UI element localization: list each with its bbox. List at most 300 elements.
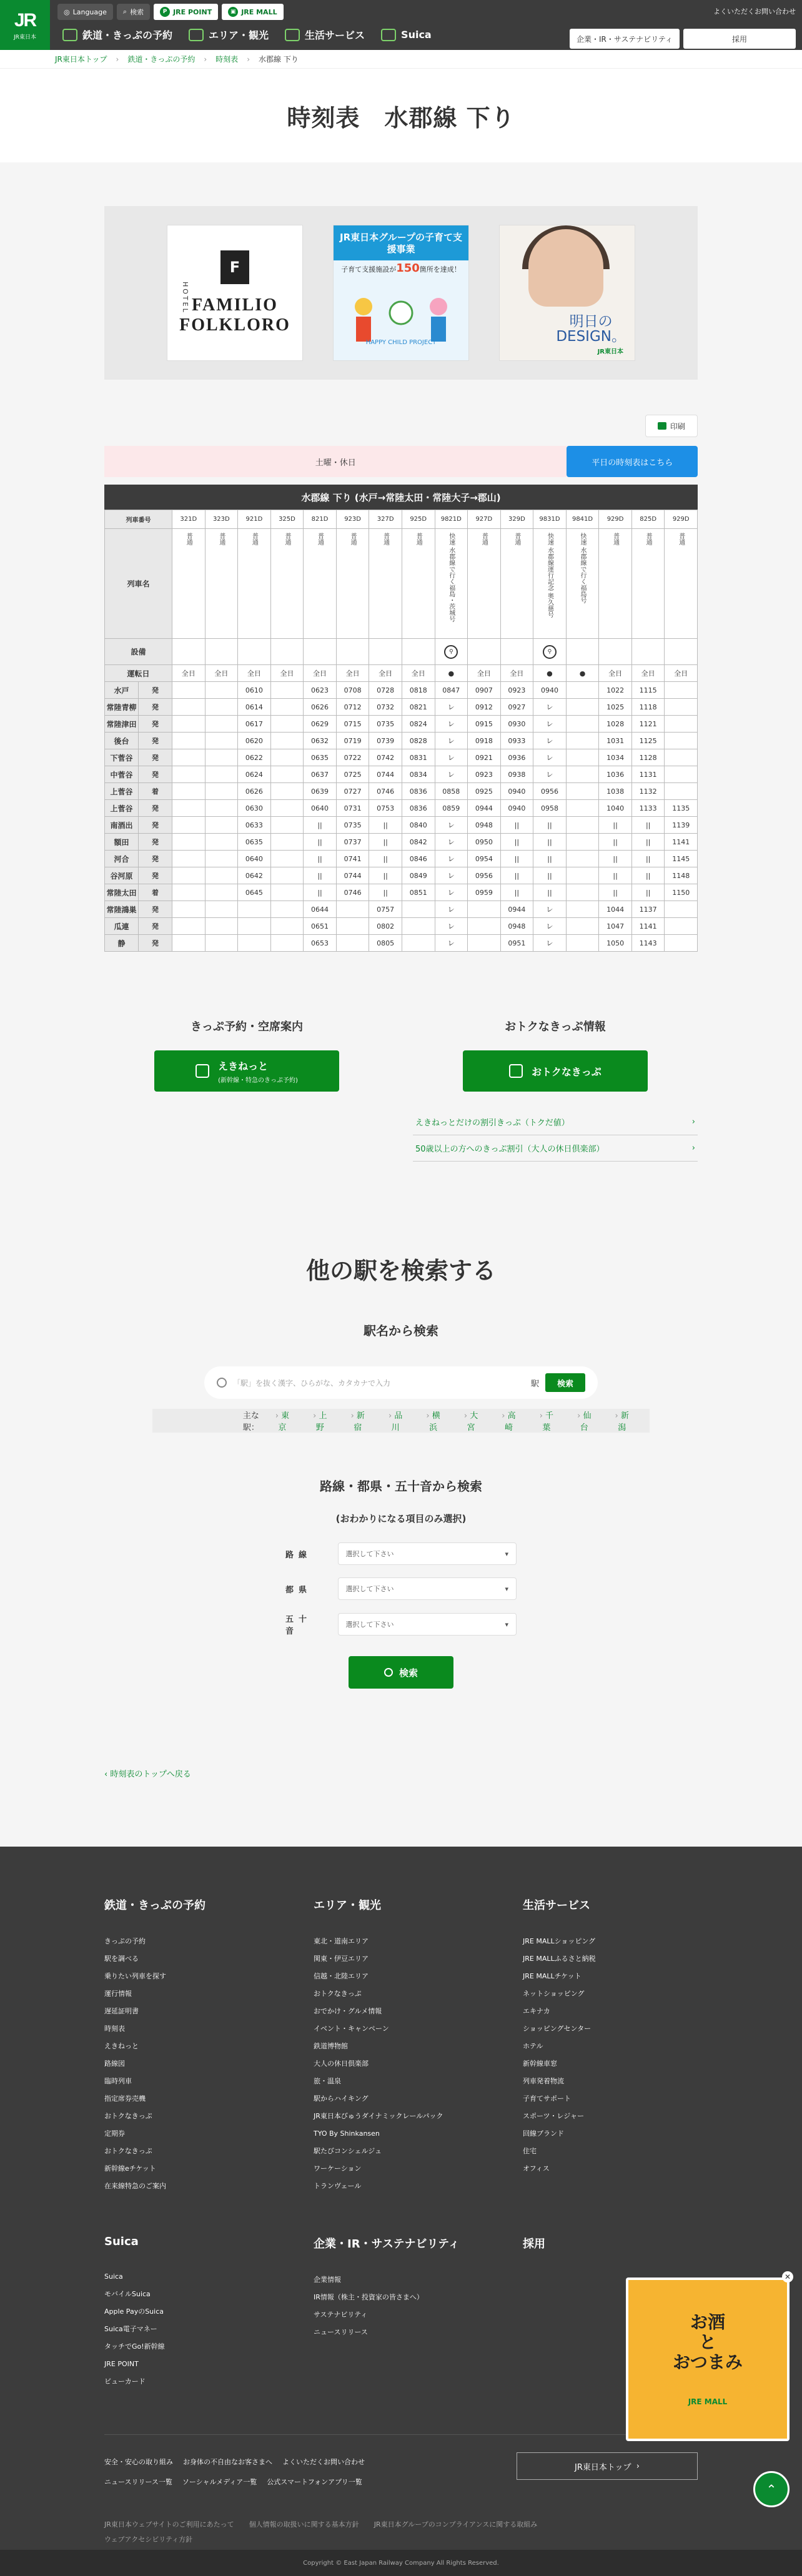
equipment-cell: [468, 639, 501, 665]
time-cell: [270, 884, 304, 901]
time-cell: [270, 817, 304, 834]
banner-title: 明日の DESIGN。: [556, 313, 626, 345]
banner-familio[interactable]: [167, 225, 303, 361]
train-number-cell[interactable]: 929D: [599, 510, 632, 529]
time-cell: [402, 918, 435, 935]
tab-holiday[interactable]: 土曜・休日: [104, 446, 567, 477]
ticket-section: [104, 1018, 698, 1162]
footer-link[interactable]: おトクなきっぷ: [104, 2112, 152, 2120]
arrow-up-icon: ⌃: [766, 2482, 777, 2497]
train-number-cell[interactable]: 927D: [468, 510, 501, 529]
footer-link[interactable]: エキナカ: [523, 2007, 550, 2015]
footer-link[interactable]: 東北・道南エリア: [314, 1937, 369, 1945]
time-cell: [205, 935, 238, 952]
time-cell: [270, 682, 304, 699]
time-cell: 0940: [533, 682, 567, 699]
time-cell: [172, 800, 205, 817]
time-cell: 1050: [599, 935, 632, 952]
footer-link[interactable]: 運行情報: [104, 1990, 132, 1998]
footer-link[interactable]: 列車発着物流: [523, 2077, 564, 2085]
time-cell: ||: [304, 867, 337, 884]
time-cell: レ: [435, 766, 468, 783]
time-cell: 0846: [402, 851, 435, 867]
major-station-link[interactable]: › 高崎: [498, 1409, 518, 1433]
train-number-cell[interactable]: 9831D: [533, 510, 567, 529]
nav-life[interactable]: [285, 27, 365, 42]
line-search-button[interactable]: 検索: [349, 1656, 453, 1689]
time-cell: ||: [304, 834, 337, 851]
footer-link[interactable]: Suica: [104, 2273, 123, 2281]
time-cell: 1025: [599, 699, 632, 716]
time-cell: 0741: [336, 851, 369, 867]
time-cell: ||: [369, 817, 402, 834]
nav-area[interactable]: [189, 27, 269, 42]
time-cell: 0626: [238, 783, 271, 800]
station-name[interactable]: 静: [105, 935, 139, 952]
footer-link[interactable]: TYO By Shinkansen: [314, 2129, 380, 2138]
logo-subtext: JR東日本: [14, 34, 36, 41]
footer-link[interactable]: モバイルSuica: [104, 2290, 151, 2298]
faq-link[interactable]: よくいただくお問い合わせ: [713, 7, 796, 16]
footer-col-area: [314, 1897, 488, 2195]
time-cell: 0842: [402, 834, 435, 851]
breadcrumb-item[interactable]: JR東日本トップ: [55, 55, 107, 64]
arr-dep-label: 発: [139, 682, 172, 699]
train-number-cell[interactable]: 9821D: [435, 510, 468, 529]
time-cell: 1036: [599, 766, 632, 783]
equipment-cell: [172, 639, 205, 665]
time-cell: レ: [435, 749, 468, 766]
footer-link[interactable]: 乗りたい列車を探す: [104, 1972, 166, 1980]
time-cell: 0915: [468, 716, 501, 733]
footer-link[interactable]: ソーシャルメディア一覧: [182, 2478, 257, 2486]
train-number-cell[interactable]: 9841D: [566, 510, 599, 529]
train-number-row: [105, 510, 698, 529]
station-name[interactable]: 南酒出: [105, 817, 139, 834]
row-header: 列車名: [105, 529, 172, 639]
footer-link[interactable]: IR情報（株主・投資家の皆さまへ）: [314, 2293, 423, 2301]
train-number-cell[interactable]: 325D: [270, 510, 304, 529]
time-cell: 1145: [665, 851, 698, 867]
time-cell: [402, 935, 435, 952]
arr-dep-label: 発: [139, 749, 172, 766]
time-cell: レ: [533, 699, 567, 716]
major-station-link[interactable]: › 新宿: [348, 1409, 368, 1433]
run-day-cell: ●: [435, 665, 468, 682]
major-station-link[interactable]: › 品川: [385, 1409, 405, 1433]
footer-link[interactable]: ショッピングセンター: [523, 2025, 592, 2033]
time-cell: 0828: [402, 733, 435, 749]
time-cell: [205, 766, 238, 783]
train-name-text: 普通: [415, 533, 422, 545]
major-stations-label: 主な駅：: [242, 1411, 259, 1433]
tab-weekday[interactable]: 平日の時刻表はこちら: [567, 446, 698, 477]
station-name-input[interactable]: 「駅」を抜く漢字、ひらがな、カタカナで入力: [233, 1378, 391, 1388]
train-number-cell[interactable]: 825D: [631, 510, 665, 529]
recruit-button[interactable]: 採用: [683, 29, 796, 49]
time-cell: [172, 749, 205, 766]
time-cell: [566, 867, 599, 884]
footer-link[interactable]: Apple PayのSuica: [104, 2307, 164, 2316]
footer-link[interactable]: ニュースリリース: [314, 2328, 368, 2336]
time-cell: 1131: [631, 766, 665, 783]
footer-link[interactable]: おでかけ・グルメ情報: [314, 2007, 382, 2015]
train-name-text: 普通: [645, 533, 652, 545]
time-cell: 0735: [336, 817, 369, 834]
footer-link[interactable]: 大人の休日倶楽部: [314, 2060, 369, 2068]
footer-link[interactable]: トランヴェール: [314, 2182, 362, 2190]
timetable-grid: [104, 510, 698, 952]
time-cell: [270, 766, 304, 783]
time-cell: 0653: [304, 935, 337, 952]
banner-childcare[interactable]: [333, 225, 469, 361]
station-row: [105, 733, 698, 749]
station-name[interactable]: 中菅谷: [105, 766, 139, 783]
footer-link[interactable]: ワーケーション: [314, 2164, 362, 2173]
time-cell: [566, 716, 599, 733]
time-cell: 0715: [336, 716, 369, 733]
time-cell: [172, 834, 205, 851]
footer-link[interactable]: タッチでGo!新幹線: [104, 2342, 165, 2351]
footer-link[interactable]: JRE MALLチケット: [523, 1972, 582, 1980]
footer-link[interactable]: 臨時列車: [104, 2077, 132, 2085]
footer-link[interactable]: Suica電子マネー: [104, 2325, 157, 2333]
time-cell: ||: [631, 817, 665, 834]
footer-link[interactable]: JR東日本びゅうダイナミックレールパック: [314, 2112, 443, 2120]
time-cell: 0930: [500, 716, 533, 733]
footer-link[interactable]: おトクなきっぷ: [314, 1990, 362, 1998]
search-icon: [384, 1668, 393, 1677]
footer-link[interactable]: 駅たびコンシェルジュ: [314, 2147, 382, 2155]
chevron-right-icon: ›: [691, 1117, 695, 1127]
station-search-button[interactable]: 検索: [545, 1373, 585, 1392]
station-name[interactable]: 額田: [105, 834, 139, 851]
jre-mall-button[interactable]: [222, 4, 283, 20]
footer-link[interactable]: スポーツ・レジャー: [523, 2112, 585, 2120]
time-cell: ||: [500, 834, 533, 851]
train-number-cell[interactable]: 925D: [402, 510, 435, 529]
time-cell: 1038: [599, 783, 632, 800]
footer-link[interactable]: お身体の不自由なお客さまへ: [183, 2458, 272, 2466]
time-cell: 1150: [665, 884, 698, 901]
time-cell: 1022: [599, 682, 632, 699]
breadcrumb-item[interactable]: 時刻表: [215, 55, 239, 64]
search-icon: [217, 1378, 227, 1388]
time-cell: 1137: [631, 901, 665, 918]
train-number-cell[interactable]: 329D: [500, 510, 533, 529]
train-number-cell[interactable]: 321D: [172, 510, 205, 529]
time-cell: 0753: [369, 800, 402, 817]
toku-link[interactable]: えきねっとだけの割引きっぷ（トクだ値） ›: [413, 1109, 698, 1135]
footer-link[interactable]: 安全・安心の取り組み: [104, 2458, 173, 2466]
run-day-cell: 全日: [369, 665, 402, 682]
footer-link[interactable]: オフィス: [523, 2164, 550, 2173]
train-number-cell[interactable]: 821D: [304, 510, 337, 529]
corp-button[interactable]: 企業・IR・サステナビリティ: [570, 29, 680, 49]
time-cell: レ: [435, 699, 468, 716]
policy-link[interactable]: JR東日本グループのコンプライアンスに関する取組み: [374, 2520, 538, 2529]
footer-link[interactable]: 旅・温泉: [314, 2077, 341, 2085]
footer-link[interactable]: おトクなきっぷ: [104, 2147, 152, 2155]
time-cell: [205, 682, 238, 699]
train-name-text: 快速 水郡線運行記念 奥久慈号: [546, 533, 553, 618]
deal-tickets-button[interactable]: おトクなきっぷ: [463, 1050, 648, 1092]
time-cell: 1139: [665, 817, 698, 834]
time-cell: [172, 783, 205, 800]
time-cell: 0712: [336, 699, 369, 716]
footer-link[interactable]: 時刻表: [104, 2025, 125, 2033]
select-label: 路線: [285, 1550, 312, 1560]
policy-link[interactable]: JR東日本ウェブサイトのご利用にあたって: [104, 2520, 234, 2529]
footer-heading[interactable]: エリア・観光: [314, 1899, 381, 1912]
time-cell: [468, 918, 501, 935]
line-select[interactable]: 選択して下さい ▾: [338, 1542, 517, 1565]
station-name[interactable]: 瓜連: [105, 918, 139, 935]
footer-link[interactable]: ホテル: [523, 2042, 543, 2050]
time-cell: ||: [533, 817, 567, 834]
time-cell: 0629: [304, 716, 337, 733]
train-name-text: 普通: [480, 533, 488, 545]
time-cell: 0851: [402, 884, 435, 901]
time-cell: [172, 817, 205, 834]
station-name[interactable]: 河合: [105, 851, 139, 867]
nav-label: エリア・観光: [209, 29, 269, 41]
train-name-cell: [172, 529, 205, 639]
run-day-cell: 全日: [270, 665, 304, 682]
footer-link[interactable]: 企業情報: [314, 2276, 341, 2284]
station-row: [105, 918, 698, 935]
footer-heading[interactable]: 採用: [523, 2238, 545, 2251]
nav-label: 生活サービス: [305, 29, 365, 41]
language-button[interactable]: [57, 4, 113, 20]
footer-link[interactable]: 新幹線車窓: [523, 2060, 557, 2068]
time-cell: [205, 901, 238, 918]
time-cell: 1135: [665, 800, 698, 817]
site-footer: [0, 1847, 802, 2576]
time-cell: ||: [369, 834, 402, 851]
time-cell: 0637: [304, 766, 337, 783]
train-number-cell[interactable]: 323D: [205, 510, 238, 529]
footer-link[interactable]: 鉄道博物館: [314, 2042, 348, 2050]
time-cell: 1141: [631, 918, 665, 935]
familio-logo-icon: F: [220, 250, 249, 284]
train-name-cell: [304, 529, 337, 639]
station-name[interactable]: 谷河原: [105, 867, 139, 884]
ekinet-button[interactable]: えきねっと (新幹線・特急のきっぷ予約): [154, 1050, 339, 1092]
footer-link[interactable]: 関東・伊豆エリア: [314, 1955, 369, 1963]
footer-link[interactable]: 回線ブランド: [523, 2129, 564, 2138]
close-icon[interactable]: ✕: [782, 2271, 793, 2282]
footer-link[interactable]: 定期券: [104, 2129, 125, 2138]
site-header: [0, 0, 802, 50]
time-cell: 0948: [500, 918, 533, 935]
train-name-text: 普通: [283, 533, 290, 545]
nav-suica[interactable]: [381, 29, 432, 41]
jr-logo[interactable]: [0, 0, 50, 50]
footer-link[interactable]: 在来線特急のご案内: [104, 2182, 166, 2190]
station-name[interactable]: 常陸太田: [105, 884, 139, 901]
search-by-name-title: 駅名から検索: [364, 1323, 438, 1338]
run-day-cell: 全日: [665, 665, 698, 682]
footer-link[interactable]: 遅延証明書: [104, 2007, 139, 2015]
train-number-cell[interactable]: 921D: [238, 510, 271, 529]
station-row: [105, 699, 698, 716]
print-button[interactable]: [645, 415, 698, 437]
nav-railway[interactable]: [62, 27, 172, 42]
time-cell: ||: [533, 884, 567, 901]
major-station-link[interactable]: › 大宮: [461, 1409, 481, 1433]
time-cell: ||: [631, 834, 665, 851]
footer-link[interactable]: えきねっと: [104, 2042, 139, 2050]
train-number-cell[interactable]: 929D: [665, 510, 698, 529]
time-cell: 0746: [369, 783, 402, 800]
footer-link-list: [314, 1933, 488, 2195]
policy-link[interactable]: 個人情報の取扱いに関する基本方針: [249, 2520, 359, 2529]
train-number-cell[interactable]: 923D: [336, 510, 369, 529]
station-row: [105, 817, 698, 834]
footer-link-list: [104, 1933, 279, 2195]
footer-link[interactable]: きっぷの予約: [104, 1937, 146, 1945]
time-cell: [468, 935, 501, 952]
footer-link[interactable]: 公式スマートフォンアプリ一覧: [267, 2478, 362, 2486]
time-cell: 0732: [369, 699, 402, 716]
equipment-cell: [665, 639, 698, 665]
equipment-cell: [304, 639, 337, 665]
run-day-cell: 全日: [599, 665, 632, 682]
time-cell: [336, 918, 369, 935]
time-cell: [270, 834, 304, 851]
footer-heading[interactable]: 生活サービス: [523, 1899, 590, 1912]
train-name-cell: [566, 529, 599, 639]
footer-link[interactable]: 新幹線eチケット: [104, 2164, 156, 2173]
time-cell: [270, 733, 304, 749]
footer-link[interactable]: 駅を調べる: [104, 1955, 139, 1963]
bicycle-icon: ⚲: [543, 645, 557, 659]
time-cell: 0644: [304, 901, 337, 918]
arr-dep-label: 発: [139, 817, 172, 834]
footer-link[interactable]: 駅からハイキング: [314, 2095, 369, 2103]
back-to-top-button[interactable]: [753, 2471, 790, 2507]
footer-link[interactable]: よくいただくお問い合わせ: [282, 2458, 365, 2466]
person-image: [528, 229, 603, 307]
time-cell: [270, 918, 304, 935]
pref-select[interactable]: 選択して下さい ▾: [338, 1577, 517, 1600]
major-station-link[interactable]: › 新潟: [612, 1409, 632, 1433]
arr-dep-label: 発: [139, 935, 172, 952]
kana-select-row: [285, 1612, 517, 1636]
station-name[interactable]: 常陸青柳: [105, 699, 139, 716]
footer-link[interactable]: ニュースリリース一覧: [104, 2478, 172, 2486]
time-cell: 0925: [468, 783, 501, 800]
train-name-cell: [435, 529, 468, 639]
policy-link[interactable]: ウェブアクセシビリティ方針: [104, 2535, 193, 2544]
train-name-text: 普通: [382, 533, 389, 545]
footer-heading[interactable]: Suica: [104, 2235, 139, 2248]
station-row: [105, 884, 698, 901]
time-cell: ||: [631, 851, 665, 867]
station-name[interactable]: 下菅谷: [105, 749, 139, 766]
footer-link[interactable]: イベント・キャンペーン: [314, 2025, 389, 2033]
station-name[interactable]: 後台: [105, 733, 139, 749]
jr-top-button[interactable]: JR東日本トップ ›: [517, 2452, 698, 2480]
footer-link[interactable]: 指定席券売機: [104, 2095, 146, 2103]
otona-link[interactable]: 50歳以上の方へのきっぷ割引（大人の休日倶楽部） ›: [413, 1135, 698, 1162]
map-icon: [189, 29, 204, 41]
station-name[interactable]: 常陸津田: [105, 716, 139, 733]
globe-icon: ◎: [64, 7, 70, 16]
footer-link[interactable]: 住宅: [523, 2147, 537, 2155]
footer-link[interactable]: 信越・北陸エリア: [314, 1972, 369, 1980]
banner-text: FAMILIO: [192, 295, 278, 315]
station-name[interactable]: 上菅谷: [105, 800, 139, 817]
time-cell: [205, 867, 238, 884]
time-cell: [566, 884, 599, 901]
breadcrumb-current: 水郡線 下り: [259, 55, 299, 64]
major-station-link[interactable]: › 上野: [310, 1409, 330, 1433]
time-cell: 0936: [500, 749, 533, 766]
footer-link[interactable]: JRE MALLふるさと納税: [523, 1955, 596, 1963]
major-station-link[interactable]: › 東京: [272, 1409, 292, 1433]
time-cell: [172, 716, 205, 733]
train-name-text: 普通: [513, 533, 520, 545]
time-cell: レ: [533, 766, 567, 783]
equipment-cell: [336, 639, 369, 665]
time-cell: 0708: [336, 682, 369, 699]
time-cell: 0933: [500, 733, 533, 749]
banner-design[interactable]: [499, 225, 635, 361]
footer-link[interactable]: 子育てサポート: [523, 2095, 571, 2103]
footer-link[interactable]: ネットショッピング: [523, 1990, 585, 1998]
time-cell: [566, 800, 599, 817]
footer-link[interactable]: 路線図: [104, 2060, 125, 2068]
equipment-cell: [238, 639, 271, 665]
row-header: 列車番号: [105, 510, 172, 529]
cart-icon: ▣: [228, 7, 238, 17]
major-station-link[interactable]: › 横浜: [423, 1409, 443, 1433]
footer-link[interactable]: サステナビリティ: [314, 2311, 368, 2319]
time-cell: 0927: [500, 699, 533, 716]
footer-link[interactable]: JRE MALLショッピング: [523, 1937, 596, 1945]
breadcrumb-item[interactable]: 鉄道・きっぷの予約: [127, 55, 196, 64]
arr-dep-label: 発: [139, 918, 172, 935]
station-row: [105, 834, 698, 851]
day-tabs: [104, 446, 698, 477]
footer-heading[interactable]: 鉄道・きっぷの予約: [104, 1899, 205, 1912]
station-name[interactable]: 常陸鴻巣: [105, 901, 139, 918]
footer-link[interactable]: JRE POINT: [104, 2360, 139, 2368]
station-name[interactable]: 上菅谷: [105, 783, 139, 800]
major-station-link[interactable]: › 仙台: [574, 1409, 594, 1433]
major-station-link[interactable]: › 千葉: [537, 1409, 557, 1433]
chevron-down-icon: ▾: [505, 1584, 508, 1593]
footer-heading[interactable]: 企業・IR・サステナビリティ: [314, 2238, 460, 2251]
time-cell: 0651: [304, 918, 337, 935]
time-cell: 0626: [304, 699, 337, 716]
footer-col-corp: [314, 2235, 488, 2391]
train-number-cell[interactable]: 327D: [369, 510, 402, 529]
back-to-timetable-top[interactable]: ‹ 時刻表のトップへ戻る: [104, 1770, 191, 1779]
time-cell: [172, 733, 205, 749]
section-title: おトクなきっぷ情報: [505, 1020, 606, 1034]
kana-select[interactable]: 選択して下さい ▾: [338, 1613, 517, 1636]
footer-link[interactable]: ビューカード: [104, 2377, 146, 2386]
jre-mall-popup[interactable]: [626, 2273, 791, 2441]
shop-icon: [285, 29, 300, 41]
time-cell: レ: [435, 884, 468, 901]
search-button[interactable]: [117, 4, 150, 20]
jre-point-button[interactable]: [154, 4, 218, 20]
station-name[interactable]: 水戸: [105, 682, 139, 699]
